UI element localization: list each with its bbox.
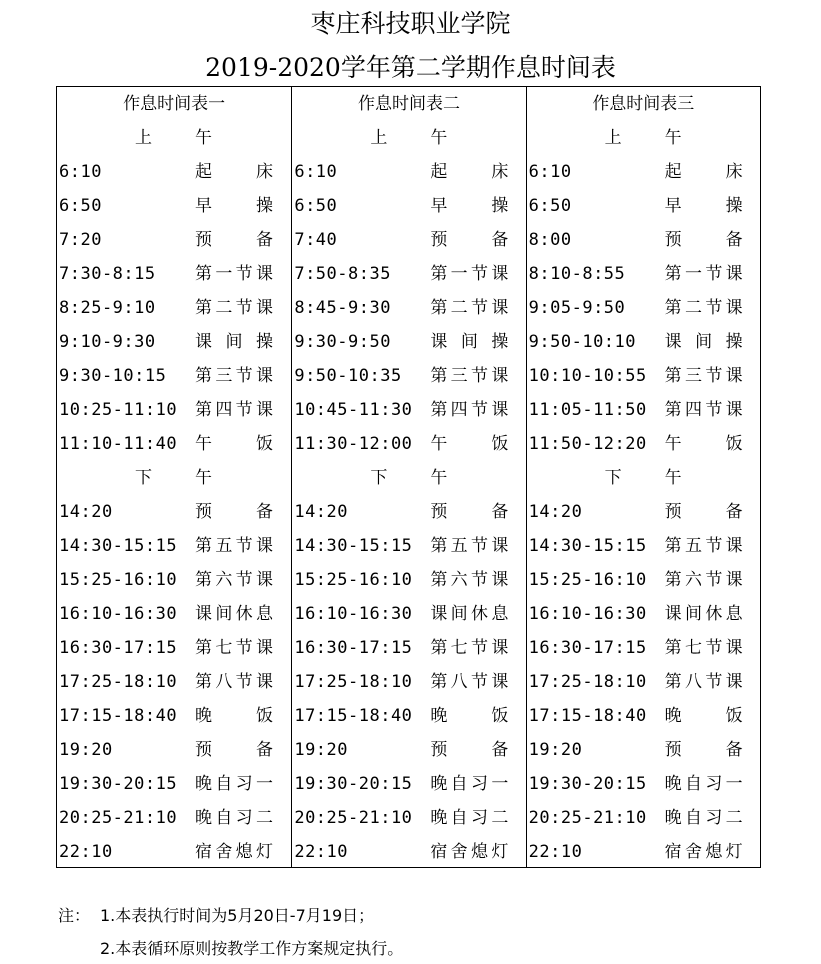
schedule-row (57, 325, 291, 359)
schedule-row (527, 325, 760, 359)
event-cell: 晚自习一 (195, 774, 273, 794)
time-cell: 20:25-21:10 (294, 808, 413, 828)
event-cell: 第八节课 (430, 672, 509, 692)
section-label-char: 上 (135, 128, 152, 148)
event-cell: 第七节课 (664, 638, 743, 658)
schedule-row (57, 733, 291, 767)
event-cell: 第六节课 (664, 570, 743, 590)
event-cell: 第二节课 (664, 298, 743, 318)
schedule-header: 作息时间表三 (592, 94, 695, 114)
event-cell: 第一节课 (664, 264, 743, 284)
schedule-row (527, 597, 760, 631)
schedule-row (527, 665, 760, 699)
schedule-row (527, 529, 760, 563)
event-cell: 第五节课 (195, 536, 273, 556)
schedule-row (57, 631, 291, 665)
time-cell: 6:10 (294, 162, 338, 182)
event-cell: 晚自习二 (664, 808, 743, 828)
event-cell: 起床 (664, 162, 743, 182)
schedule-row (292, 393, 525, 427)
schedule-row (57, 291, 291, 325)
schedule-row (292, 631, 525, 665)
event-cell: 第四节课 (430, 400, 509, 420)
schedule-row (57, 257, 291, 291)
time-cell: 15:25-16:10 (59, 570, 178, 590)
time-cell: 22:10 (294, 842, 349, 862)
time-cell: 17:25-18:10 (59, 672, 178, 692)
schedule-row (57, 597, 291, 631)
time-cell: 17:15-18:40 (59, 706, 178, 726)
time-cell: 17:25-18:10 (294, 672, 413, 692)
event-cell: 起床 (430, 162, 509, 182)
time-cell: 19:30-20:15 (528, 774, 647, 794)
morning-section-label (527, 121, 760, 155)
event-cell: 晚自习二 (195, 808, 273, 828)
event-cell: 课间休息 (195, 604, 273, 624)
time-cell: 19:30-20:15 (294, 774, 413, 794)
schedule-row (292, 835, 525, 869)
time-cell: 14:30-15:15 (528, 536, 647, 556)
schedule-row (292, 801, 525, 835)
afternoon-section-label (292, 461, 525, 495)
event-cell: 晚饭 (430, 706, 509, 726)
event-cell: 第四节课 (195, 400, 273, 420)
event-cell: 第七节课 (195, 638, 273, 658)
time-cell: 16:10-16:30 (528, 604, 647, 624)
schedule-row (527, 733, 760, 767)
event-cell: 午饭 (195, 434, 273, 454)
event-cell: 晚自习一 (430, 774, 509, 794)
time-cell: 17:15-18:40 (294, 706, 413, 726)
time-cell: 6:10 (528, 162, 572, 182)
time-cell: 6:50 (59, 196, 102, 216)
event-cell: 预备 (664, 502, 743, 522)
time-cell: 6:50 (528, 196, 572, 216)
event-cell: 课间操 (664, 332, 743, 352)
schedule-row (57, 529, 291, 563)
schedule-row (292, 699, 525, 733)
time-cell: 8:45-9:30 (294, 298, 391, 318)
time-cell: 7:20 (59, 230, 102, 250)
time-cell: 11:30-12:00 (294, 434, 413, 454)
schedule-row (292, 359, 525, 393)
schedule-row (57, 189, 291, 223)
afternoon-section-label (527, 461, 760, 495)
schedule-header: 作息时间表一 (123, 94, 226, 114)
event-cell: 早操 (430, 196, 509, 216)
event-cell: 第五节课 (430, 536, 509, 556)
section-label-char: 下 (135, 468, 152, 488)
schedule-row (292, 155, 525, 189)
section-label-char: 午 (430, 128, 448, 148)
schedule-row (527, 563, 760, 597)
event-cell: 预备 (195, 502, 273, 522)
event-cell: 宿舍熄灯 (430, 842, 509, 862)
schedule-row (57, 699, 291, 733)
schedule-header: 作息时间表二 (357, 94, 460, 114)
time-cell: 16:10-16:30 (294, 604, 413, 624)
section-label-char: 上 (370, 128, 388, 148)
schedule-row (527, 427, 760, 461)
time-cell: 19:30-20:15 (59, 774, 178, 794)
time-cell: 11:05-11:50 (528, 400, 647, 420)
event-cell: 预备 (195, 230, 273, 250)
schedule-row (527, 155, 760, 189)
schedule-row (527, 291, 760, 325)
schedule-row (57, 801, 291, 835)
time-cell: 9:50-10:35 (294, 366, 402, 386)
schedule-row (292, 597, 525, 631)
schedule-column (526, 87, 760, 867)
schedule-row (57, 495, 291, 529)
event-cell: 晚自习二 (430, 808, 509, 828)
event-cell: 课间休息 (430, 604, 509, 624)
note-item: 1.本表执行时间为5月20日-7月19日； (100, 906, 375, 925)
schedule-row (527, 835, 760, 869)
morning-section-label (57, 121, 291, 155)
time-cell: 20:25-21:10 (59, 808, 178, 828)
afternoon-section-label (57, 461, 291, 495)
schedule-row (292, 495, 525, 529)
event-cell: 午饭 (664, 434, 743, 454)
time-cell: 15:25-16:10 (294, 570, 413, 590)
time-cell: 9:10-9:30 (59, 332, 156, 352)
event-cell: 第四节课 (664, 400, 743, 420)
time-cell: 10:25-11:10 (59, 400, 178, 420)
time-cell: 7:30-8:15 (59, 264, 156, 284)
time-cell: 9:05-9:50 (528, 298, 626, 318)
section-label-char: 午 (195, 468, 212, 488)
section-label-char: 午 (195, 128, 212, 148)
time-cell: 15:25-16:10 (528, 570, 647, 590)
schedule-row (292, 529, 525, 563)
time-cell: 6:10 (59, 162, 102, 182)
event-cell: 起床 (195, 162, 273, 182)
schedule-table (56, 86, 761, 868)
schedule-row (292, 665, 525, 699)
time-cell: 14:20 (294, 502, 349, 522)
time-cell: 19:20 (528, 740, 583, 760)
schedule-row (292, 563, 525, 597)
time-cell: 8:25-9:10 (59, 298, 156, 318)
time-cell: 11:10-11:40 (59, 434, 178, 454)
schedule-column (57, 87, 291, 867)
schedule-row (57, 359, 291, 393)
time-cell: 17:25-18:10 (528, 672, 647, 692)
schedule-row (292, 427, 525, 461)
event-cell: 第三节课 (195, 366, 273, 386)
time-cell: 9:30-10:15 (59, 366, 167, 386)
event-cell: 第七节课 (430, 638, 509, 658)
schedule-row (527, 495, 760, 529)
time-cell: 16:30-17:15 (528, 638, 647, 658)
note-item: 2.本表循环原则按教学工作方案规定执行。 (100, 939, 404, 958)
time-cell: 19:20 (59, 740, 113, 760)
time-cell: 6:50 (294, 196, 338, 216)
morning-section-label (292, 121, 525, 155)
section-label-char: 午 (664, 128, 682, 148)
event-cell: 第八节课 (195, 672, 273, 692)
schedule-column (291, 87, 525, 867)
schedule-row (527, 767, 760, 801)
event-cell: 课间操 (195, 332, 273, 352)
event-cell: 第二节课 (195, 298, 273, 318)
time-cell: 20:25-21:10 (528, 808, 647, 828)
event-cell: 第六节课 (195, 570, 273, 590)
time-cell: 14:20 (59, 502, 113, 522)
schedule-title: 2019-2020学年第二学期作息时间表 (205, 53, 616, 82)
event-cell: 第五节课 (664, 536, 743, 556)
event-cell: 早操 (195, 196, 273, 216)
time-cell: 8:00 (528, 230, 572, 250)
time-cell: 7:40 (294, 230, 338, 250)
event-cell: 第一节课 (430, 264, 509, 284)
schedule-row (57, 393, 291, 427)
event-cell: 宿舍熄灯 (664, 842, 743, 862)
schedule-row (292, 325, 525, 359)
time-cell: 19:20 (294, 740, 349, 760)
event-cell: 晚饭 (664, 706, 743, 726)
schedule-row (292, 291, 525, 325)
time-cell: 9:50-10:10 (528, 332, 637, 352)
schedule-row (292, 189, 525, 223)
schedule-row (527, 189, 760, 223)
schedule-row (57, 767, 291, 801)
time-cell: 11:50-12:20 (528, 434, 647, 454)
time-cell: 16:30-17:15 (294, 638, 413, 658)
event-cell: 第三节课 (430, 366, 509, 386)
schedule-row (527, 359, 760, 393)
time-cell: 10:45-11:30 (294, 400, 413, 420)
schedule-row (292, 257, 525, 291)
schedule-row (57, 835, 291, 869)
schedule-row (527, 223, 760, 257)
time-cell: 16:30-17:15 (59, 638, 178, 658)
school-name-title: 枣庄科技职业学院 (310, 9, 511, 38)
time-cell: 22:10 (528, 842, 583, 862)
event-cell: 预备 (430, 230, 509, 250)
schedule-row (57, 223, 291, 257)
time-cell: 14:30-15:15 (59, 536, 178, 556)
section-label-char: 上 (604, 128, 622, 148)
schedule-row (57, 427, 291, 461)
event-cell: 课间休息 (664, 604, 743, 624)
event-cell: 预备 (664, 230, 743, 250)
event-cell: 预备 (430, 740, 509, 760)
time-cell: 14:20 (528, 502, 583, 522)
schedule-row (57, 155, 291, 189)
schedule-row (527, 631, 760, 665)
section-label-char: 午 (430, 468, 448, 488)
schedule-row (527, 393, 760, 427)
section-label-char: 午 (664, 468, 682, 488)
time-cell: 22:10 (59, 842, 113, 862)
event-cell: 预备 (195, 740, 273, 760)
schedule-row (292, 767, 525, 801)
schedule-row (527, 699, 760, 733)
event-cell: 预备 (430, 502, 509, 522)
schedule-row (292, 733, 525, 767)
event-cell: 晚饭 (195, 706, 273, 726)
time-cell: 9:30-9:50 (294, 332, 391, 352)
schedule-row (527, 257, 760, 291)
event-cell: 第八节课 (664, 672, 743, 692)
time-cell: 8:10-8:55 (528, 264, 626, 284)
time-cell: 14:30-15:15 (294, 536, 413, 556)
time-cell: 7:50-8:35 (294, 264, 391, 284)
event-cell: 宿舍熄灯 (195, 842, 273, 862)
schedule-row (527, 801, 760, 835)
note-label: 注： (58, 906, 91, 925)
section-label-char: 下 (604, 468, 622, 488)
event-cell: 课间操 (430, 332, 509, 352)
event-cell: 第三节课 (664, 366, 743, 386)
event-cell: 第一节课 (195, 264, 273, 284)
event-cell: 第二节课 (430, 298, 509, 318)
event-cell: 第六节课 (430, 570, 509, 590)
event-cell: 午饭 (430, 434, 509, 454)
time-cell: 16:10-16:30 (59, 604, 178, 624)
schedule-row (57, 563, 291, 597)
schedule-row (292, 223, 525, 257)
schedule-row (57, 665, 291, 699)
section-label-char: 下 (370, 468, 388, 488)
event-cell: 早操 (664, 196, 743, 216)
time-cell: 10:10-10:55 (528, 366, 647, 386)
time-cell: 17:15-18:40 (528, 706, 647, 726)
event-cell: 晚自习一 (664, 774, 743, 794)
event-cell: 预备 (664, 740, 743, 760)
